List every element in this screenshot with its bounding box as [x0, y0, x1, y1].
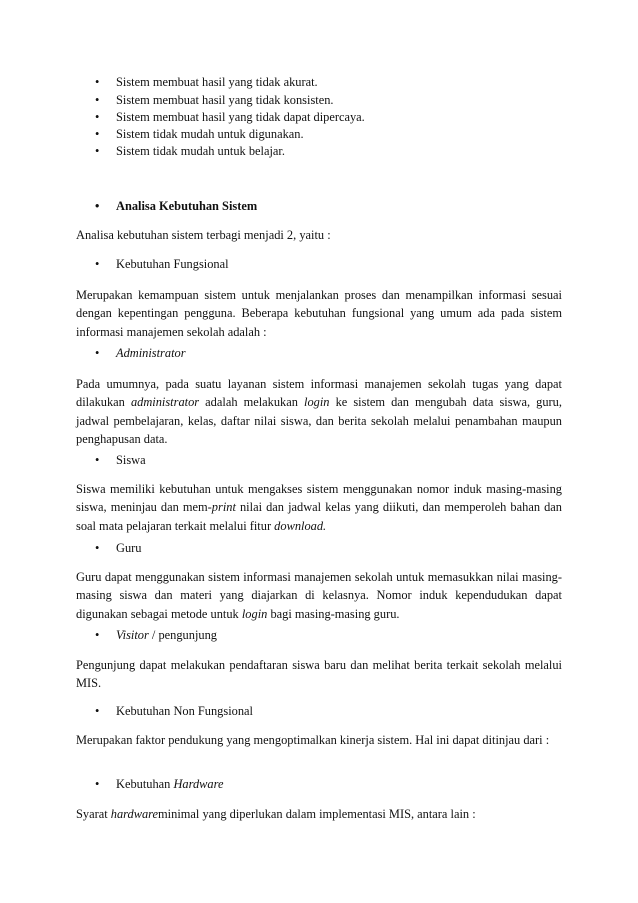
visitor-paragraph: Pengunjung dapat melakukan pendaftaran siswa baru dan melihat berita terkait sekolah melalui MIS.	[76, 658, 562, 691]
fungsional-paragraph: Merupakan kemampuan sistem untuk menjalankan proses dan menampilkan informasi sesuai dengan kepentingan pengguna. Beberapa kebutuhan fungsional yang umum ada pada sistem informasi manajemen sekolah adalah :	[76, 288, 562, 339]
bullet-icon: •	[95, 346, 100, 360]
bullet-icon: •	[95, 628, 100, 642]
siswa-paragraph: Siswa memiliki kebutuhan untuk mengakses sistem menggunakan nomor induk masing-masing siswa, meninjau dan mem-print nilai dan jadwal kelas yang diikuti, dan memperoleh bahan dan soal mata pelajaran terkait melalui fitur download.	[76, 482, 562, 533]
bullet-icon: •	[95, 257, 100, 271]
bullet-icon: •	[95, 541, 100, 555]
bullet-icon: •	[95, 704, 100, 718]
bullet-icon: •	[95, 75, 100, 89]
hardware-paragraph: Syarat hardwareminimal yang diperlukan dalam implementasi MIS, antara lain :	[76, 807, 476, 821]
bullet-icon: •	[95, 127, 100, 141]
non-fungsional-paragraph: Merupakan faktor pendukung yang mengoptimalkan kinerja sistem. Hal ini dapat ditinjau dari :	[76, 733, 550, 747]
document-page: • Sistem membuat hasil yang tidak akurat. • Sistem membuat hasil yang tidak konsisten. • Sistem membuat hasil yang tidak dapat dipercaya. • Sistem tidak mudah untuk digunakan. • Sistem tidak mudah untuk belajar. • Analisa Kebutuhan Sistem Analisa kebutuhan sistem terbagi menjadi 2, yaitu : • Kebutuhan Fungsional Merupakan kemampuan sistem untuk menjalankan proses dan menampilkan informasi sesuai dengan kepentingan pengguna. Beberapa kebutuhan fungsional yang umum ada pada sistem informasi manajemen sekolah adalah : • Administrator Pada umumnya, pada suatu layanan sistem informasi manajemen sekolah tugas yang dapat dilakukan administrator adalah melakukan login ke sistem dan mengubah data siswa, guru, jadwal pembelajaran, kelas, daftar nilai siswa, dan berita sekolah melalui penambahan maupun penghapusan data. • Siswa Siswa memiliki kebutuhan untuk mengakses sistem menggunakan nomor induk masing-masing siswa, meninjau dan mem-print nilai dan jadwal kelas yang diikuti, dan memperoleh bahan dan soal mata pelajaran terkait melalui fitur download. • Guru Guru dapat menggunakan sistem informasi manajemen sekolah untuk memasukkan nilai masing-masing siswa dan materi yang diajarkan di kelasnya. Nomor induk kependudukan dapat digunakan sebagai metode untuk login bagi masing-masing guru. • Visitor / pengunjung Pengunjung dapat melakukan pendaftaran siswa baru dan melihat berita terkait sekolah melalui MIS. • Kebutuhan Non Fungsional Merupakan faktor pendukung yang mengoptimalkan kinerja sistem. Hal ini dapat ditinjau dari : • Kebutuhan Hardware Syarat hardwareminimal yang diperlukan dalam implementasi MIS, antara lain :	[0, 0, 638, 903]
bullet-icon: •	[95, 144, 100, 158]
administrator-paragraph: Pada umumnya, pada suatu layanan sistem informasi manajemen sekolah tugas yang dapat dilakukan administrator adalah melakukan login ke sistem dan mengubah data siswa, guru, jadwal pembelajaran, kelas, daftar nilai siswa, dan berita sekolah melalui penambahan maupun penghapusan data.	[76, 377, 562, 447]
guru-paragraph: Guru dapat menggunakan sistem informasi manajemen sekolah untuk memasukkan nilai masing-masing siswa dan materi yang diajarkan di kelasnya. Nomor induk kependudukan dapat digunakan sebagai metode untuk login bagi masing-masing guru.	[76, 570, 562, 621]
intro-paragraph: Analisa kebutuhan sistem terbagi menjadi 2, yaitu :	[76, 228, 331, 242]
bullet-icon: •	[95, 93, 100, 107]
bullet-icon: •	[95, 777, 100, 791]
bullet-icon: •	[95, 453, 100, 467]
bullet-icon: •	[95, 199, 100, 213]
bullet-icon: •	[95, 110, 100, 124]
